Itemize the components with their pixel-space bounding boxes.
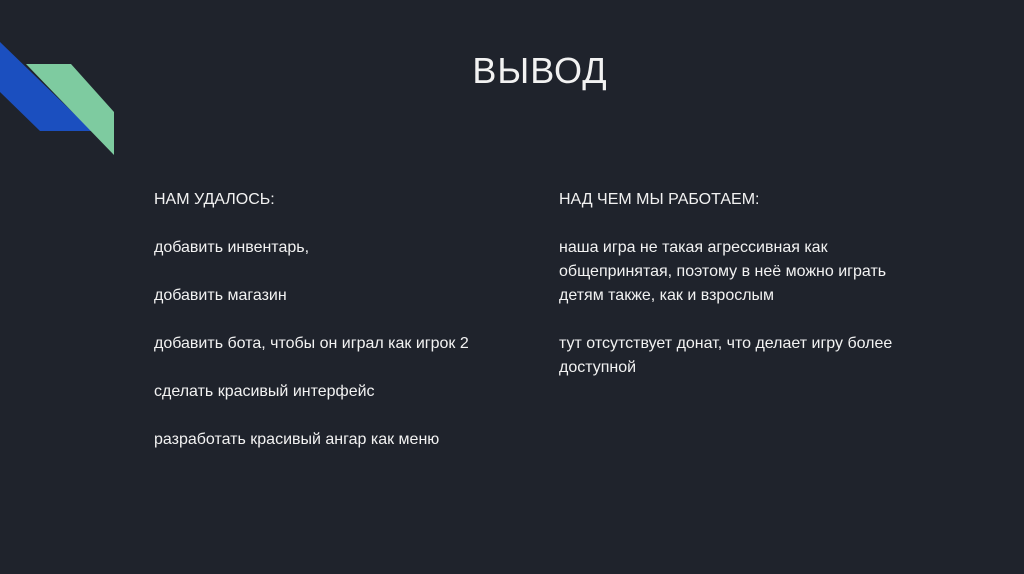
achievement-item: добавить бота, чтобы он играл как игрок 2 — [154, 335, 469, 352]
achievements-column — [154, 188, 514, 476]
in-progress-column — [559, 188, 919, 404]
in-progress-item: наша игра не такая агрессивная как общепринятая, поэтому в неё можно играть детям также, как и взрослым — [559, 239, 887, 304]
slide-title: ВЫВОД — [472, 50, 608, 91]
in-progress-heading: НАД ЧЕМ МЫ РАБОТАЕМ: — [559, 191, 760, 208]
in-progress-item: тут отсутствует донат, что делает игру более доступной — [559, 335, 893, 376]
achievement-item: добавить магазин — [154, 287, 287, 304]
achievement-item: сделать красивый интерфейс — [154, 383, 375, 400]
achievements-heading: НАМ УДАЛОСЬ: — [154, 191, 275, 208]
achievement-item: разработать красивый ангар как меню — [154, 431, 440, 448]
achievement-item: добавить инвентарь, — [154, 239, 310, 256]
